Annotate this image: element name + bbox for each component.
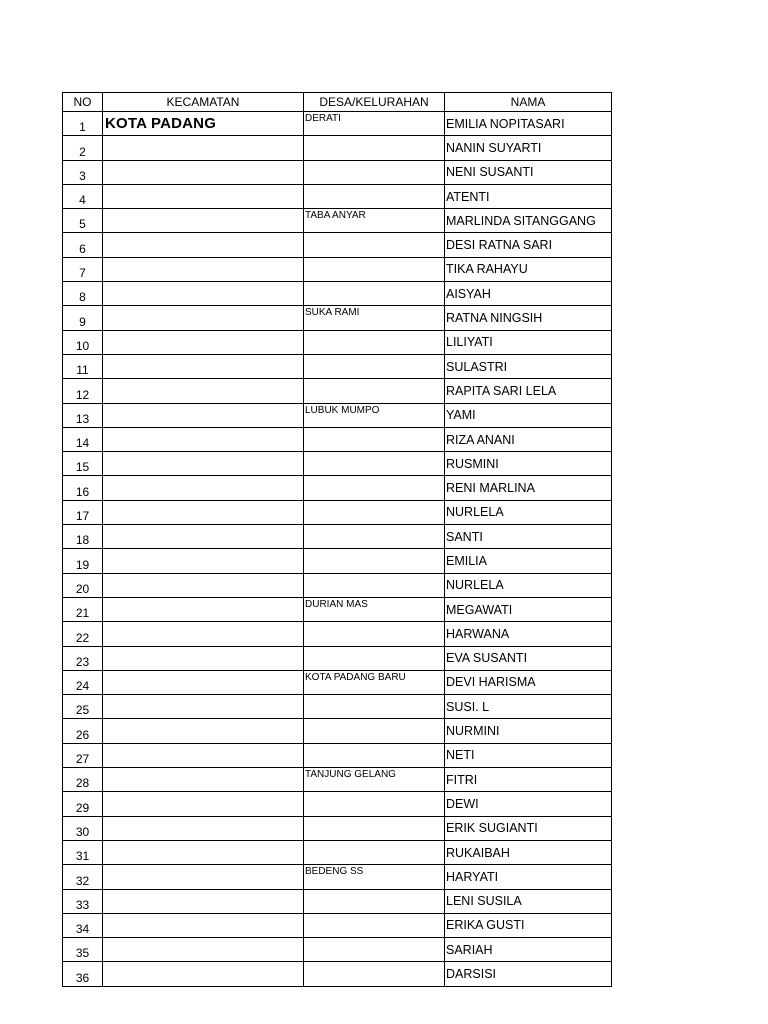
kecamatan-cell	[103, 184, 304, 208]
nama-cell: RUKAIBAH	[445, 840, 612, 864]
kecamatan-cell	[103, 743, 304, 767]
table-row	[63, 865, 612, 889]
table-row	[63, 889, 612, 913]
kecamatan-cell	[103, 136, 304, 160]
desa-cell: SUKA RAMI	[304, 306, 445, 330]
table-row	[63, 452, 612, 476]
desa-cell	[304, 549, 445, 573]
desa-cell	[304, 525, 445, 549]
kecamatan-cell	[103, 209, 304, 233]
table-row	[63, 597, 612, 621]
table-row	[63, 549, 612, 573]
header-nama: NAMA	[445, 93, 612, 112]
nama-cell: YAMI	[445, 403, 612, 427]
kecamatan-cell	[103, 573, 304, 597]
nama-cell: ATENTI	[445, 184, 612, 208]
desa-cell	[304, 379, 445, 403]
kecamatan-cell	[103, 597, 304, 621]
nama-cell: NANIN SUYARTI	[445, 136, 612, 160]
table-row	[63, 403, 612, 427]
nama-cell: SUSI. L	[445, 695, 612, 719]
header-row	[63, 93, 612, 112]
kecamatan-cell	[103, 160, 304, 184]
nama-cell: FITRI	[445, 768, 612, 792]
row-number: 12	[63, 379, 103, 403]
row-number: 19	[63, 549, 103, 573]
desa-cell	[304, 938, 445, 962]
desa-cell: LUBUK MUMPO	[304, 403, 445, 427]
nama-cell: SANTI	[445, 525, 612, 549]
nama-cell: NURLELA	[445, 573, 612, 597]
nama-cell: NURLELA	[445, 500, 612, 524]
desa-cell	[304, 889, 445, 913]
table-row	[63, 792, 612, 816]
kecamatan-cell	[103, 427, 304, 451]
desa-cell	[304, 500, 445, 524]
table-row	[63, 233, 612, 257]
row-number: 11	[63, 354, 103, 378]
desa-cell	[304, 136, 445, 160]
row-number: 6	[63, 233, 103, 257]
kecamatan-cell	[103, 476, 304, 500]
row-number: 16	[63, 476, 103, 500]
kecamatan-cell	[103, 452, 304, 476]
row-number: 14	[63, 427, 103, 451]
nama-cell: HARYATI	[445, 865, 612, 889]
kecamatan-cell	[103, 865, 304, 889]
kecamatan-cell	[103, 913, 304, 937]
desa-cell	[304, 622, 445, 646]
desa-cell	[304, 913, 445, 937]
desa-cell	[304, 695, 445, 719]
kecamatan-cell	[103, 889, 304, 913]
row-number: 20	[63, 573, 103, 597]
desa-cell	[304, 160, 445, 184]
nama-cell: EMILIA NOPITASARI	[445, 112, 612, 136]
header-kecamatan: KECAMATAN	[103, 93, 304, 112]
data-table	[62, 92, 612, 987]
kecamatan-cell	[103, 330, 304, 354]
table-row	[63, 816, 612, 840]
desa-cell: TABA ANYAR	[304, 209, 445, 233]
row-number: 25	[63, 695, 103, 719]
table-row	[63, 500, 612, 524]
row-number: 15	[63, 452, 103, 476]
row-number: 36	[63, 962, 103, 986]
kecamatan-cell	[103, 719, 304, 743]
desa-cell: DURIAN MAS	[304, 597, 445, 621]
table-row	[63, 768, 612, 792]
kecamatan-cell	[103, 403, 304, 427]
nama-cell: AISYAH	[445, 282, 612, 306]
row-number: 3	[63, 160, 103, 184]
desa-cell: KOTA PADANG BARU	[304, 670, 445, 694]
row-number: 4	[63, 184, 103, 208]
desa-cell	[304, 233, 445, 257]
kecamatan-cell	[103, 257, 304, 281]
table-row	[63, 743, 612, 767]
row-number: 9	[63, 306, 103, 330]
nama-cell: MARLINDA SITANGGANG	[445, 209, 612, 233]
nama-cell: SARIAH	[445, 938, 612, 962]
table-row	[63, 962, 612, 986]
table-row	[63, 184, 612, 208]
kecamatan-cell	[103, 792, 304, 816]
table-row	[63, 840, 612, 864]
table-row	[63, 695, 612, 719]
row-number: 5	[63, 209, 103, 233]
table-row	[63, 379, 612, 403]
row-number: 30	[63, 816, 103, 840]
nama-cell: ERIKA GUSTI	[445, 913, 612, 937]
row-number: 27	[63, 743, 103, 767]
row-number: 33	[63, 889, 103, 913]
desa-cell	[304, 427, 445, 451]
desa-cell: BEDENG SS	[304, 865, 445, 889]
table-row	[63, 112, 612, 136]
row-number: 26	[63, 719, 103, 743]
row-number: 22	[63, 622, 103, 646]
row-number: 28	[63, 768, 103, 792]
nama-cell: RUSMINI	[445, 452, 612, 476]
kecamatan-cell: KOTA PADANG	[103, 112, 304, 136]
table-row	[63, 913, 612, 937]
nama-cell: DEWI	[445, 792, 612, 816]
row-number: 13	[63, 403, 103, 427]
row-number: 1	[63, 112, 103, 136]
nama-cell: HARWANA	[445, 622, 612, 646]
table-row	[63, 282, 612, 306]
nama-cell: SULASTRI	[445, 354, 612, 378]
desa-cell	[304, 452, 445, 476]
kecamatan-cell	[103, 525, 304, 549]
nama-cell: NURMINI	[445, 719, 612, 743]
desa-cell	[304, 962, 445, 986]
desa-cell	[304, 184, 445, 208]
desa-cell	[304, 719, 445, 743]
kecamatan-cell	[103, 695, 304, 719]
kecamatan-cell	[103, 306, 304, 330]
kecamatan-cell	[103, 840, 304, 864]
nama-cell: MEGAWATI	[445, 597, 612, 621]
table-row	[63, 525, 612, 549]
nama-cell: TIKA RAHAYU	[445, 257, 612, 281]
row-number: 35	[63, 938, 103, 962]
desa-cell	[304, 743, 445, 767]
header-no: NO	[63, 93, 103, 112]
table-row	[63, 160, 612, 184]
desa-cell	[304, 792, 445, 816]
header-desa: DESA/KELURAHAN	[304, 93, 445, 112]
kecamatan-cell	[103, 670, 304, 694]
table-row	[63, 427, 612, 451]
desa-cell: TANJUNG GELANG	[304, 768, 445, 792]
table-row	[63, 257, 612, 281]
table-row	[63, 209, 612, 233]
kecamatan-cell	[103, 816, 304, 840]
nama-cell: RATNA NINGSIH	[445, 306, 612, 330]
kecamatan-cell	[103, 768, 304, 792]
table-row	[63, 354, 612, 378]
desa-cell	[304, 354, 445, 378]
row-number: 2	[63, 136, 103, 160]
kecamatan-cell	[103, 379, 304, 403]
row-number: 7	[63, 257, 103, 281]
nama-cell: DEVI HARISMA	[445, 670, 612, 694]
row-number: 10	[63, 330, 103, 354]
kecamatan-cell	[103, 622, 304, 646]
table-body	[63, 112, 612, 987]
table-row	[63, 938, 612, 962]
row-number: 32	[63, 865, 103, 889]
table-row	[63, 670, 612, 694]
desa-cell	[304, 257, 445, 281]
table-row	[63, 646, 612, 670]
row-number: 8	[63, 282, 103, 306]
row-number: 29	[63, 792, 103, 816]
desa-cell	[304, 476, 445, 500]
nama-cell: DESI RATNA SARI	[445, 233, 612, 257]
kecamatan-cell	[103, 549, 304, 573]
nama-cell: NENI SUSANTI	[445, 160, 612, 184]
kecamatan-cell	[103, 500, 304, 524]
nama-cell: EMILIA	[445, 549, 612, 573]
desa-cell: DERATI	[304, 112, 445, 136]
kecamatan-cell	[103, 938, 304, 962]
table-row	[63, 573, 612, 597]
table-row	[63, 306, 612, 330]
row-number: 23	[63, 646, 103, 670]
table-row	[63, 476, 612, 500]
nama-cell: DARSISI	[445, 962, 612, 986]
row-number: 21	[63, 597, 103, 621]
nama-cell: RAPITA SARI LELA	[445, 379, 612, 403]
table-row	[63, 622, 612, 646]
desa-cell	[304, 646, 445, 670]
kecamatan-cell	[103, 282, 304, 306]
desa-cell	[304, 573, 445, 597]
nama-cell: RENI MARLINA	[445, 476, 612, 500]
row-number: 17	[63, 500, 103, 524]
kecamatan-cell	[103, 646, 304, 670]
nama-cell: RIZA ANANI	[445, 427, 612, 451]
row-number: 31	[63, 840, 103, 864]
kecamatan-cell	[103, 962, 304, 986]
nama-cell: LILIYATI	[445, 330, 612, 354]
kecamatan-cell	[103, 233, 304, 257]
desa-cell	[304, 816, 445, 840]
table-row	[63, 719, 612, 743]
row-number: 24	[63, 670, 103, 694]
desa-cell	[304, 840, 445, 864]
table-row	[63, 330, 612, 354]
nama-cell: LENI SUSILA	[445, 889, 612, 913]
table-row	[63, 136, 612, 160]
nama-cell: ERIK SUGIANTI	[445, 816, 612, 840]
row-number: 18	[63, 525, 103, 549]
nama-cell: EVA SUSANTI	[445, 646, 612, 670]
kecamatan-cell	[103, 354, 304, 378]
row-number: 34	[63, 913, 103, 937]
desa-cell	[304, 282, 445, 306]
nama-cell: NETI	[445, 743, 612, 767]
desa-cell	[304, 330, 445, 354]
